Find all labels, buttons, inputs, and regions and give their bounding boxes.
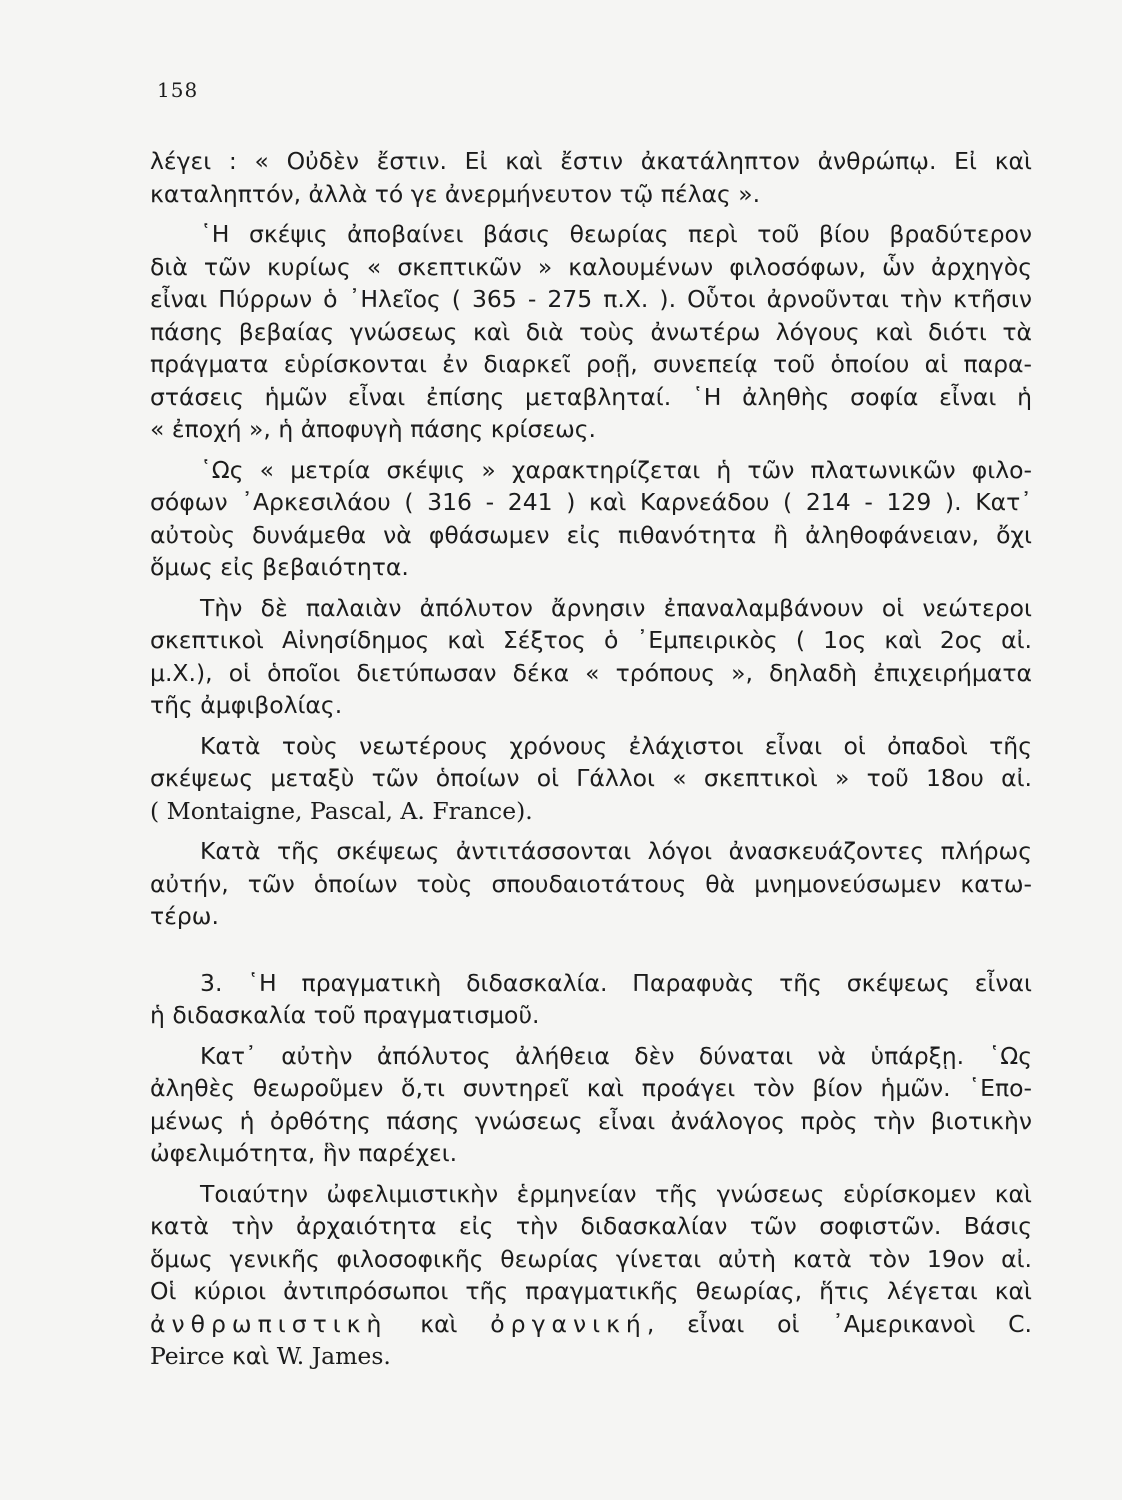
text-line: ὅμως γενικῆς φιλοσοφικῆς θεωρίας γίνεται αὐτὴ κατὰ τὸν 19ον αἰ. — [150, 1244, 1032, 1273]
text-line — [150, 967, 1032, 1000]
text-line: μένως ἡ ὀρθότης πάσης γνώσεως εἶναι ἀνάλογος πρὸς τὴν βιοτικὴν — [150, 1106, 1032, 1135]
text-line: Κατ᾿ αὐτὴν ἀπόλυτος ἀλήθεια δὲν δύναται νὰ ὑπάρξῃ. ῾Ως — [200, 1041, 1032, 1070]
text-line: Τὴν δὲ παλαιὰν ἀπόλυτον ἄρνησιν ἐπαναλαμβάνουν οἱ νεώτεροι — [200, 593, 1032, 622]
text-line: ἀληθὲς θεωροῦμεν ὅ,τι συντηρεῖ καὶ προάγει τὸν βίον ἡμῶν. ῾Επο- — [150, 1074, 1032, 1102]
text-run: καὶ — [224, 1342, 277, 1370]
section-heading: 3. ῾Η πραγματικὴ διδασκαλία. — [200, 968, 608, 997]
text-line: ὠφελιμότητα, ἣν παρέχει. — [150, 1139, 458, 1167]
text-line: μ.Χ.), οἱ ὁποῖοι διετύπωσαν δέκα « τρόπους », δηλαδὴ ἐπιχειρήματα — [150, 658, 1032, 687]
body-text — [150, 145, 1032, 1373]
text-line: τῆς ἀμφιβολίας. — [150, 691, 343, 719]
spaced-term: ὀργανική — [490, 1309, 647, 1338]
text-line: ἡ διδασκαλία τοῦ πραγματισμοῦ. — [150, 1001, 540, 1029]
author-name: W. James. — [276, 1342, 391, 1370]
author-name: Peirce — [150, 1342, 225, 1370]
text-line: σκέψεως μεταξὺ τῶν ὁποίων οἱ Γάλλοι « σκεπτικοὶ » τοῦ 18ου αἰ. — [150, 764, 1032, 792]
text-line: πράγματα εὑρίσκονται ἐν διαρκεῖ ροῇ, συνεπείᾳ τοῦ ὁποίου αἱ παρα- — [150, 350, 1032, 378]
text-line — [150, 1340, 1032, 1373]
text-line: πάσης βεβαίας γνώσεως καὶ διὰ τοὺς ἀνωτέρω λόγους καὶ διότι τὰ — [150, 317, 1032, 346]
text-line: αὐτοὺς δυνάμεθα νὰ φθάσωμεν εἰς πιθανότητα ἢ ἀληθοφάνειαν, ὄχι — [150, 520, 1032, 549]
text-line: ( Montaigne, Pascal, A. France). — [150, 796, 533, 825]
text-line: αὐτήν, τῶν ὁποίων τοὺς σπουδαιοτάτους θὰ μνημονεύσωμεν κατω- — [150, 869, 1032, 898]
text-line: καταληπτόν, ἀλλὰ τό γε ἀνερμήνευτον τῷ πέλας ». — [150, 179, 761, 208]
text-line: σκεπτικοὶ Αἰνησίδημος καὶ Σέξτος ὁ ᾿Εμπειρικὸς ( 1ος καὶ 2ος αἰ. — [150, 626, 1032, 654]
spaced-term: ἀνθρωπιστικὴ — [150, 1309, 388, 1338]
paragraph-3 — [150, 454, 1032, 584]
paragraph-5 — [150, 730, 1032, 828]
text-line: Κατὰ τῆς σκέψεως ἀντιτάσσονται λόγοι ἀνασκευάζοντες πλήρως — [200, 837, 1032, 865]
text-line: διὰ τῶν κυρίως « σκεπτικῶν » καλουμένων φιλοσόφων, ὧν ἀρχηγὸς — [150, 252, 1032, 281]
text-run: , εἶναι οἱ ᾿Αμερικανοὶ C. — [646, 1309, 1032, 1338]
text-line: σόφων ᾿Αρκεσιλάου ( 316 - 241 ) καὶ Καρνεάδου ( 214 - 129 ). Κατ᾿ — [150, 488, 1032, 516]
paragraph-4 — [150, 592, 1032, 722]
text-line: λέγει : « Οὐδὲν ἔστιν. Εἰ καὶ ἔστιν ἀκατάληπτον ἀνθρώπῳ. Εἰ καὶ — [150, 147, 1032, 175]
text-line: ῾Η σκέψις ἀποβαίνει βάσις θεωρίας περὶ τοῦ βίου βραδύτερον — [200, 220, 1032, 248]
text-line: « ἐποχή », ἡ ἀποφυγὴ πάσης κρίσεως. — [150, 415, 597, 443]
text-run: Παραφυὰς τῆς σκέψεως εἶναι — [607, 968, 1032, 997]
text-line: κατὰ τὴν ἀρχαιότητα εἰς τὴν διδασκαλίαν τῶν σοφιστῶν. Βάσις — [150, 1212, 1032, 1240]
text-line: ὅμως εἰς βεβαιότητα. — [150, 553, 409, 581]
text-line: στάσεις ἡμῶν εἶναι ἐπίσης μεταβληταί. ῾Η ἀληθὴς σοφία εἶναι ἡ — [150, 382, 1032, 411]
paragraph-9 — [150, 1178, 1032, 1373]
text-line: Κατὰ τοὺς νεωτέρους χρόνους ἐλάχιστοι εἶναι οἱ ὀπαδοὶ τῆς — [200, 731, 1032, 760]
text-line — [150, 1308, 1032, 1341]
text-run: καὶ — [387, 1309, 491, 1338]
text-line: εἶναι Πύρρων ὁ ᾿Ηλεῖος ( 365 - 275 π.Χ. ). Οὗτοι ἀρνοῦνται τὴν κτῆσιν — [150, 285, 1032, 313]
paragraph-2 — [150, 218, 1032, 446]
paragraph-1 — [150, 145, 1032, 210]
page-number: 158 — [157, 78, 199, 102]
text-line: Τοιαύτην ὠφελιμιστικὴν ἑρμηνείαν τῆς γνώσεως εὑρίσκομεν καὶ — [200, 1179, 1032, 1208]
paragraph-8 — [150, 1040, 1032, 1170]
text-line: ῾Ως « μετρία σκέψις » χαρακτηρίζεται ἡ τῶν πλατωνικῶν φιλο- — [200, 455, 1032, 484]
text-line: τέρω. — [150, 902, 219, 930]
paragraph-6 — [150, 835, 1032, 933]
text-line: Οἱ κύριοι ἀντιπρόσωποι τῆς πραγματικῆς θεωρίας, ἥτις λέγεται καὶ — [150, 1277, 1032, 1305]
paragraph-section-3 — [150, 967, 1032, 1032]
